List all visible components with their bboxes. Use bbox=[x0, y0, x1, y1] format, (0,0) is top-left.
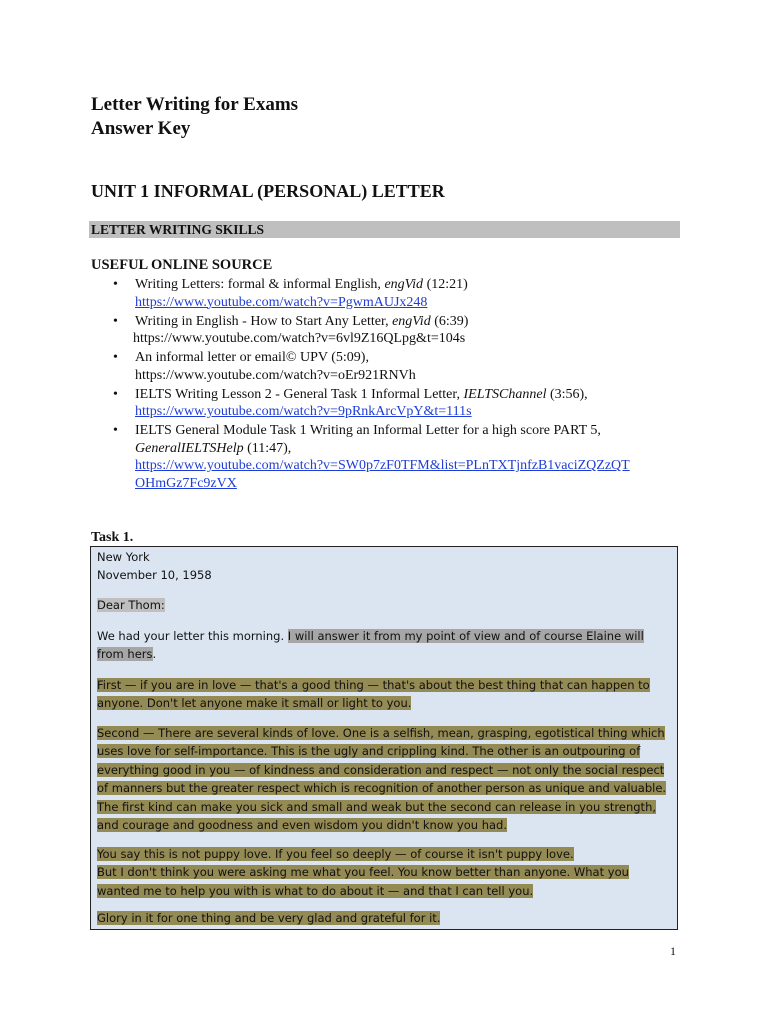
list-item bbox=[91, 313, 681, 348]
source-list bbox=[91, 276, 681, 494]
letter-paragraph-2 bbox=[97, 676, 669, 713]
section-band bbox=[89, 221, 680, 238]
source-title: IELTS General Module Task 1 Writing an Informal Letter for a high score PART 5, bbox=[135, 423, 601, 438]
p1-highlight-cont: from hers bbox=[97, 647, 153, 662]
source-channel: IELTSChannel bbox=[463, 386, 547, 402]
doc-subtitle: Answer Key bbox=[91, 118, 191, 139]
source-time: (12:21) bbox=[423, 277, 468, 292]
p3-line: The first kind can make you sick and small and weak but the second can release in you strength, bbox=[97, 799, 657, 814]
source-title: Writing Letters: formal & informal English, bbox=[135, 277, 385, 292]
p4-line: wanted me to help you with is what to do about it — and that I can tell you. bbox=[97, 883, 534, 898]
letter-city: New York bbox=[97, 550, 150, 564]
source-channel: engVid bbox=[392, 313, 431, 329]
letter-paragraph-1 bbox=[97, 627, 669, 664]
p3-line: everything good in you — of kindness and consideration and respect — not only the social respect bbox=[97, 762, 665, 777]
letter-salutation bbox=[97, 596, 669, 614]
letter-paragraph-3 bbox=[97, 724, 669, 834]
source-link[interactable]: https://www.youtube.com/watch?v=9pRnkArcVpY&t=111s bbox=[135, 404, 472, 419]
source-time: (3:56), bbox=[546, 386, 588, 402]
p4-line: You say this is not puppy love. If you feel so deeply — of course it isn't puppy love. bbox=[97, 847, 574, 861]
list-item bbox=[91, 349, 681, 384]
source-link[interactable]: https://www.youtube.com/watch?v=PgwmAUJx248 bbox=[135, 294, 428, 310]
p2-line: anyone. Don't let anyone make it small or light to you. bbox=[97, 696, 412, 711]
list-item bbox=[91, 276, 681, 311]
page-number: 1 bbox=[670, 944, 676, 958]
p5-line: Glory in it for one thing and be very glad and grateful for it. bbox=[97, 911, 441, 925]
source-url-text: https://www.youtube.com/watch?v=oEr921RNVh bbox=[135, 367, 416, 383]
source-title: Writing in English - How to Start Any Letter, bbox=[135, 313, 393, 329]
p1-highlight: I will answer it from my point of view and of course Elaine will bbox=[287, 629, 644, 643]
unit-heading: UNIT 1 INFORMAL (PERSONAL) LETTER bbox=[91, 181, 445, 201]
p2-line: First — if you are in love — that's a good thing — that's about the best thing that can happen to bbox=[97, 678, 650, 692]
p4-line: But I don't think you were asking me what you feel. You know better than anyone. What you bbox=[97, 865, 629, 880]
useful-heading: USEFUL ONLINE SOURCE bbox=[91, 257, 273, 273]
salutation-text: Dear Thom: bbox=[97, 598, 165, 612]
p1-end: . bbox=[152, 647, 157, 662]
p3-line: and courage and goodness and even wisdom you didn't know you had. bbox=[97, 818, 508, 833]
source-time: (6:39) bbox=[430, 313, 469, 329]
source-link-cont[interactable]: OHmGz7Fc9zVX bbox=[135, 475, 237, 491]
p3-line: of manners but the greater respect which is recognition of another person as unique and valuable. bbox=[97, 781, 667, 796]
task-label: Task 1. bbox=[91, 530, 134, 545]
letter-date: November 10, 1958 bbox=[97, 568, 212, 582]
p3-line: uses love for self-importance. This is the ugly and crippling kind. The other is an outpouring of bbox=[97, 744, 641, 759]
p1-plain: We had your letter this morning. bbox=[97, 629, 288, 643]
source-title: IELTS Writing Lesson 2 - General Task 1 Informal Letter, bbox=[135, 386, 464, 402]
source-url-text: https://www.youtube.com/watch?v=6vl9Z16QLpg&t=104s bbox=[133, 331, 466, 346]
source-channel: GeneralIELTSHelp bbox=[135, 440, 244, 456]
letter-paragraph-4 bbox=[97, 845, 669, 900]
letter-paragraph-5 bbox=[97, 909, 669, 927]
list-item bbox=[91, 422, 681, 492]
section-band-label: LETTER WRITING SKILLS bbox=[91, 222, 265, 237]
p3-line: Second — There are several kinds of love. One is a selfish, mean, grasping, egotistical thing which bbox=[97, 726, 665, 740]
letter-box bbox=[90, 546, 678, 930]
source-link[interactable]: https://www.youtube.com/watch?v=SW0p7zF0TFM&list=PLnTXTjnfzB1vaciZQZzQT bbox=[135, 458, 630, 473]
list-item bbox=[91, 386, 681, 421]
source-time: (11:47), bbox=[243, 440, 292, 456]
source-channel: engVid bbox=[384, 277, 424, 292]
doc-title: Letter Writing for Exams bbox=[91, 94, 299, 115]
source-title: An informal letter or email© UPV (5:09), bbox=[135, 350, 369, 365]
